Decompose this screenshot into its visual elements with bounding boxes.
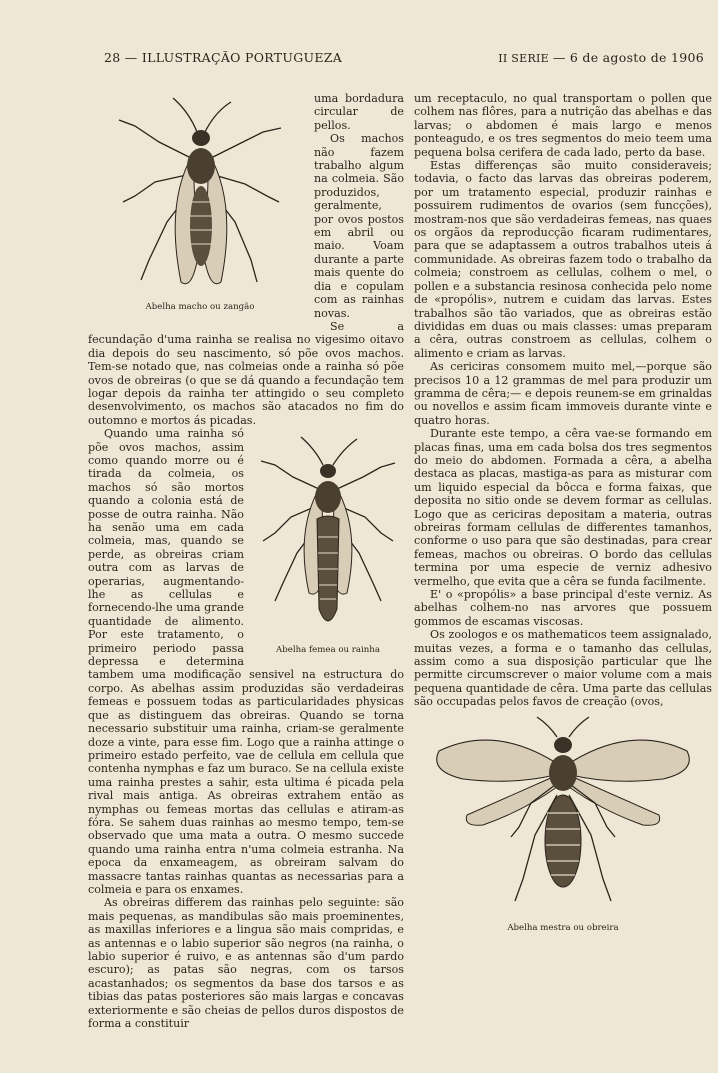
date-label: — 6 de agosto de 1906 [552,50,704,65]
paragraph: Durante este tempo, a cêra vae-se formando em placas finas, uma em cada bolsa dos tres segmentos do meio do abdomen. Formada a cêra, a abelha destaca as placas, mastiga-as para as misturar com um liquido especial da bôcca e forma faixas, que deposita no sitio onde se devem formar as cellulas. Logo que as cericiras depositam a materia, outras obreiras formam cellulas de differentes tamanhos, conforme o uso para que são destinadas, para crear femeas, machos ou obreiras. O bordo das cellulas termina por uma especie de verniz adhesivo vermelho, que evita que a cêra se funda facilmente. [414,427,712,588]
paragraph: E' o «propólis» a base principal d'este verniz. As abelhas colhem-no nas arvores que possuem gommos de escamas viscosas. [414,588,712,628]
paragraph: As obreiras differem das rainhas pelo seguinte: são mais pequenas, as mandibulas são mais proeminentes, as maxillas inferiores e a lingua são mais compridas, e as antennas e o labio superior são negros (na rainha, o labio superior é ruivo, e as antennas são d'um pardo escuro); as patas são negras, com os tarsos acastanhados; os segmentos da base dos tarsos e as tibias das patas posteriores são mais largas e concavas exteriormente e são cheias de pellos duros dispostos de forma a constituir [88,896,404,1031]
page-header-date [498,50,704,65]
worker-bee-illustration [423,715,703,921]
paragraph: Os machos não fazem trabalho algum na colmeia. São produzidos, geralmente, por ovos postos em abril ou maio. Voam durante a parte mais quente do dia e copulam com as rainhas novas. [314,132,404,320]
series-label: II SERIE [498,52,550,65]
text-column-right [414,92,712,941]
paragraph: um receptaculo, no qual transportam o pollen que colhem nas flôres, para a nutrição das abelhas e das larvas; o abdomen é mais largo e menos ponteagudo, e os tres segmentos do meio teem uma pequena bolsa cerifera de cada lado, perto da base. [414,92,712,159]
figure-caption-male: Abelha macho ou zangão [145,302,255,312]
figure-queen-bee [250,433,406,659]
paragraph: Os zoologos e os mathematicos teem assignalado, muitas vezes, a forma e o tamanho das cellulas, assim como a sua disposição particular que lhe permitte circumscrever o maior volume com a mais pequena quantidade de cêra. Uma parte das cellulas são occupadas pelos favos de creação (ovos, [414,628,712,709]
figure-worker-bee [418,715,708,941]
figure-caption-queen: Abelha femea ou rainha [276,645,380,656]
figure-male-bee [92,92,308,320]
male-bee-illustration [105,92,295,300]
paragraph: As cericiras consomem muito mel,—porque são precisos 10 a 12 grammas de mel para produzir um gramma de cêra;— e depois reunem-se em grinaldas ou novellos e assim ficam immoveis durante vinte e quatro horas. [414,360,712,427]
figure-caption-worker: Abelha mestra ou obreira [507,922,619,933]
paragraph: Se a fecundação d'uma rainha se realisa no vigesimo oitavo dia depois do seu nascimento, só põe ovos machos. Tem-se notado que, nas colmeias onde a rainha só põe ovos de obreiras (o que se dá quando a fecundação tem logar depois da rainha ter attingido o seu completo desenvolvimento, os machos são atacados no fim do outomno e mortos ás picadas. [88,319,404,427]
paragraph: Estas differenças são muito consideraveis; todavia, o facto das larvas das obreiras poderem, por um tratamento especial, produzir rainhas e possuirem rudimentos de ovarios (sem funcções), mostram-nos que são verdadeiras femeas, nas quaes os orgãos da reproducção ficaram rudimentares, para que se adaptassem a outros trabalhos uteis á communidade. As obreiras fazem todo o trabalho da colmeia; constroem as cellulas, colhem o mel, o pollen e a substancia resinosa conhecida pelo nome de «propólis», nutrem e cuidam das larvas. Estes trabalhos são tão variados, que as obreiras estão divididas em duas ou mais classes: umas preparam a cêra, outras constroem as cellulas, colhem o alimento e criam as larvas. [414,159,712,360]
text-column-left [88,92,404,1030]
paragraph: uma bordadura circular de pellos. [314,92,404,132]
queen-bee-illustration [253,433,403,643]
page-header-title: 28 — ILLUSTRAÇÃO PORTUGUEZA [104,50,343,65]
paragraph: Quando uma rainha só põe ovos machos, assim como quando morre ou é tirada da colmeia, os machos só são mortos quando a colonia está de posse de outra rainha. Não ha senão uma em cada colmeia, mas, quando se perde, as obreiras criam outra com as larvas de operarias, augmentando-lhe as cellulas e fornecendo-lhe uma grande quantidade de alimento. Por este tratamento, o primeiro periodo passa depressa e determina tambem uma modificação sensivel na estructura do corpo. As abelhas assim produzidas são verdadeiras femeas e possuem todas as particularidades physicas que as distinguem das obreiras. Quando se torna necessario substituir uma rainha, criam-se geralmente doze a vinte, para esse fim. Logo que a rainha attinge o primeiro estado perfeito, vae de cellula em cellula que contenha nymphas e faz um buraco. Se na cellula existe uma rainha prestes a sahir, esta ultima é picada pela rival mais antiga. As obreiras extrahem então as nymphas ou femeas mortas das cellulas e atiram-as fóra. Se sahem duas rainhas ao mesmo tempo, tem-se observado que uma mata a outra. O mesmo succede quando uma rainha entra n'uma colmeia estranha. Na epoca da enxameagem, as obreiram salvam do massacre tantas rainhas quantas as necessarias para a colmeia e para os enxames. [88,427,404,896]
